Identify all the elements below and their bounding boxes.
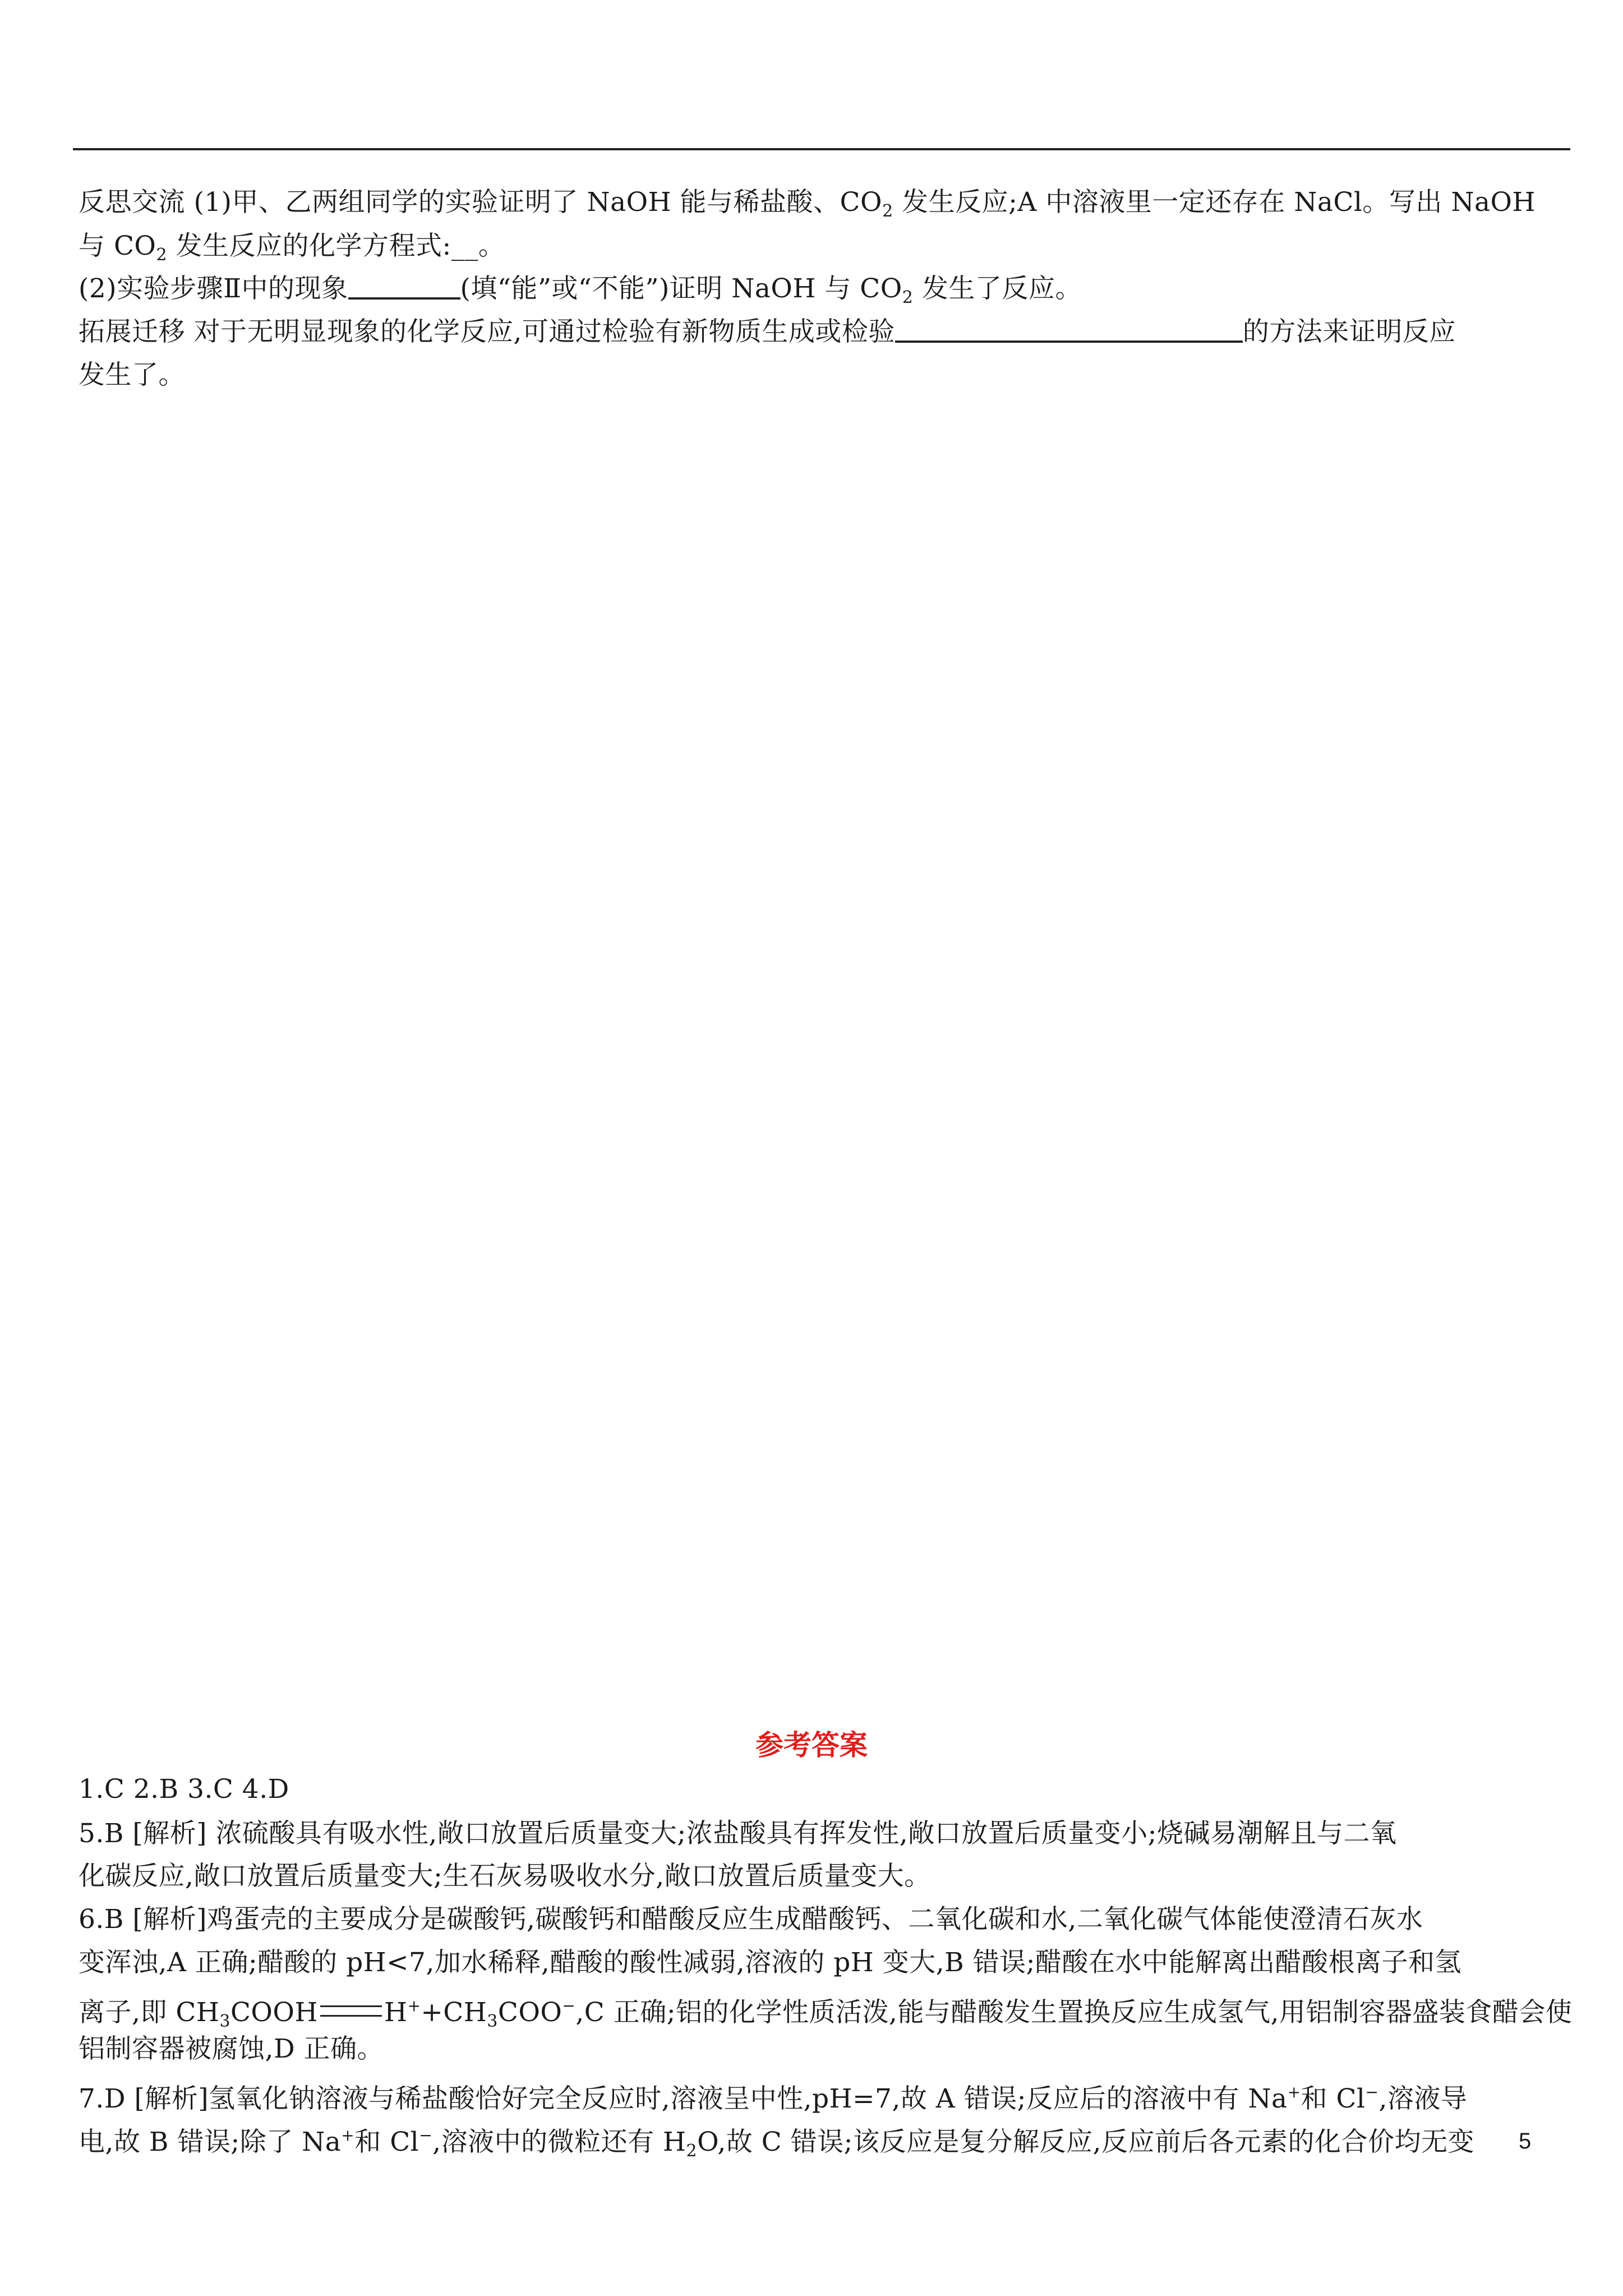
extension-line-1: 拓展迁移 对于无明显现象的化学反应,可通过检验有新物质生成或检验 的方法来证明反应 (79, 316, 1456, 347)
answer-blank-step2[interactable] (348, 275, 460, 300)
equation-blank[interactable]: __ (451, 231, 478, 261)
answer-5-line-2: 化碳反应,敞口放置后质量变大;生石灰易吸收水分,敞口放置后质量变大。 (79, 1861, 931, 1892)
answer-blank-extension[interactable] (895, 318, 1243, 343)
reflection-line-1: 反思交流 (1)甲、乙两组同学的实验证明了 NaOH 能与稀盐酸、$CO_2$ 发生反应;A 中溶液里一定还存在 NaCl。写出 NaOH (79, 187, 1536, 221)
page-number: 5 (1519, 2129, 1532, 2154)
answers-title: 参考答案 (755, 1728, 868, 1761)
header-rule (73, 148, 1570, 150)
double-line-equals (320, 2005, 382, 2017)
reflection-line-3: (2)实验步骤Ⅱ中的现象 (填“能”或“不能”)证明 NaOH 与 $CO_2$ 发生了反应。 (79, 273, 1082, 307)
reflection-line-2: 与 $CO_2$ 发生反应的化学方程式:__。 (79, 231, 505, 265)
answer-5-line-1: 5.B [解析] 浓硫酸具有吸水性,敞口放置后质量变大;浓盐酸具有挥发性,敞口放置后质量变小;烧碱易潮解且与二氧 (79, 1818, 1397, 1849)
answer-6-line-3: 离子,即 $CH_3COOH$ $H^++CH_3COO^-,C$ 正确;铝的化学性质活泼,能与醋酸发生置换反应生成氢气,用铝制容器盛装食醋会使 (79, 1996, 1573, 2031)
extension-line-2: 发生了。 (79, 360, 185, 390)
answer-1-4: 1.C 2.B 3.C 4.D (79, 1774, 289, 1805)
answer-6-line-1: 6.B [解析]鸡蛋壳的主要成分是碳酸钙,碳酸钙和醋酸反应生成醋酸钙、二氧化碳和水,二氧化碳气体能使澄清石灰水 (79, 1904, 1423, 1935)
answer-6-line-4: 铝制容器被腐蚀,D 正确。 (79, 2033, 384, 2064)
answer-6-line-2: 变浑浊,A 正确;醋酸的 pH<7,加水稀释,醋酸的酸性减弱,溶液的 pH 变大,B 错误;醋酸在水中能解离出醋酸根离子和氢 (79, 1947, 1461, 1978)
answer-7-line-2: 电,故 B 错误;除了 Na+和 Cl−,溶液中的微粒还有 $H_2O$,故 C 错误;该反应是复分解反应,反应前后各元素的化合价均无变 (79, 2126, 1474, 2161)
answer-7-line-1: 7.D [解析]氢氧化钠溶液与稀盐酸恰好完全反应时,溶液呈中性,pH=7,故 A 错误;反应后的溶液中有 Na+和 Cl−,溶液导 (79, 2083, 1468, 2114)
